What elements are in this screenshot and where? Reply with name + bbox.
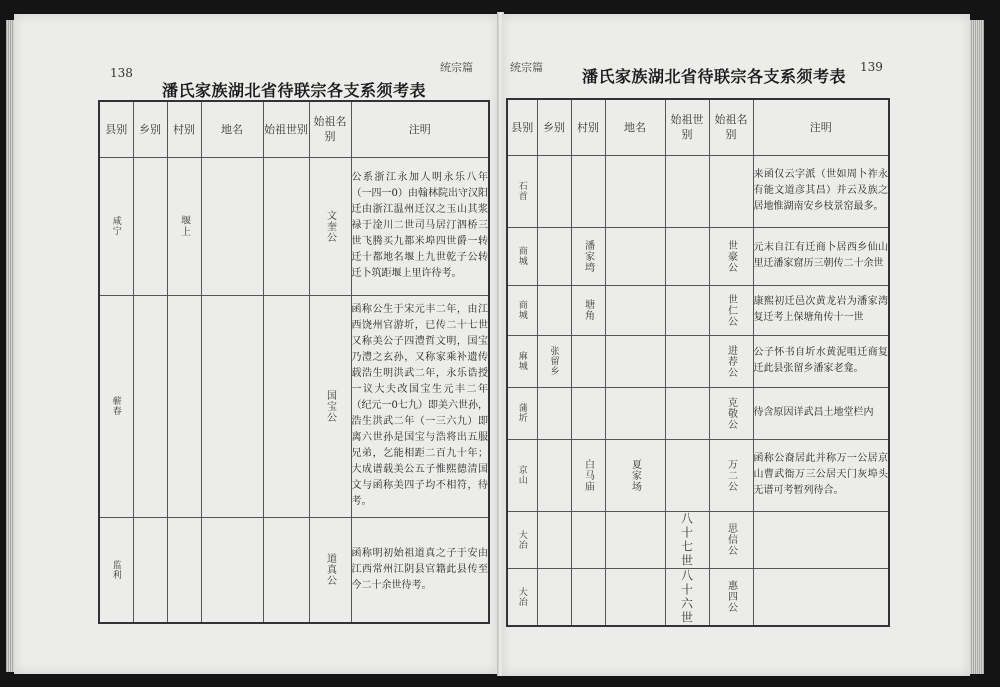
left-section-label: 统宗篇: [440, 61, 473, 74]
header-township: 乡别: [133, 101, 167, 157]
note-cell: [753, 568, 889, 626]
township-cell: 张留乡: [548, 346, 559, 376]
generation-cell: 八十六世: [679, 568, 694, 625]
county-cell: 监利: [110, 559, 121, 580]
county-cell: 蕲春: [110, 396, 121, 416]
ancestor-cell: 惠四公: [725, 580, 737, 613]
header-village: 村别: [571, 99, 605, 155]
county-cell: 商城: [516, 246, 527, 266]
note-cell: 待含原因详武昌土地堂栏内: [753, 387, 889, 439]
table-row: [507, 155, 889, 227]
village-cell: 堰上: [178, 215, 190, 237]
header-county: 县别: [99, 101, 133, 157]
ancestor-cell: 文奎公: [324, 209, 336, 243]
header-generation: 始祖世别: [665, 99, 709, 155]
page-edge-right: [968, 20, 984, 674]
header-place: 地名: [201, 101, 263, 157]
table-row: [507, 285, 889, 335]
table-row: [507, 227, 889, 285]
header-ancestor: 始祖名别: [709, 99, 753, 155]
note-cell: 函称明初始祖道真之子于安由江西常州江阴县官籍此县传至今二十余世待考。: [351, 517, 489, 623]
note-cell: [753, 511, 889, 568]
right-genealogy-table: [506, 98, 890, 627]
header-ancestor: 始祖名别: [309, 101, 351, 157]
ancestor-cell: 世仁公: [725, 293, 737, 327]
county-cell: 蒲圻: [516, 403, 527, 423]
ancestor-cell: 思信公: [725, 523, 737, 556]
ancestor-cell: 道真公: [324, 553, 336, 587]
header-township: 乡别: [537, 99, 571, 155]
ancestor-cell: 万二公: [725, 458, 737, 492]
county-cell: 石首: [516, 181, 527, 201]
ancestor-cell: 世豪公: [725, 239, 737, 273]
county-cell: 大冶: [516, 529, 527, 550]
header-county: 县别: [507, 99, 537, 155]
left-page: [14, 14, 498, 674]
county-cell: 京山: [516, 465, 527, 485]
table-row: [507, 439, 889, 511]
header-place: 地名: [605, 99, 665, 155]
note-cell: 函称公生于宋元丰二年，由江西饶州官游圻，已传二十七世又称美公子四澧哲文明，国宝乃澧之玄孙，又称家乘补遗传 载浩生明洪武二年，永乐诰授一议大夫改国宝生元丰二年（纪元一0七九）即美六世孙，浩生洪武二年（一三六九）即离六世孙是国宝与浩将出五服兄弟，乞能相距二百九十年；大成谱载美公五子惟熙德清国文与函称美四子均不相符，待考。: [351, 295, 489, 517]
right-page: [502, 14, 970, 676]
table-row: [99, 517, 489, 623]
note-cell: 函称公裔居此并称万一公居京山曹武衙万三公居天门灰埠头无谱可考暂列待合。: [753, 439, 889, 511]
county-cell: 大冶: [516, 586, 527, 607]
note-cell: 来函仅云字派（世如周卜祚永有能文道彦其昌）并云及族之居地惟湖南安乡枝景窑最多。: [753, 155, 889, 227]
county-cell: 麻城: [516, 351, 527, 371]
note-cell: 公子怀书自圻水黄泥咀迁商复迁此县张留乡潘家老龛。: [753, 335, 889, 387]
ancestor-cell: 国宝公: [324, 389, 336, 423]
left-page-number: 138: [110, 66, 133, 80]
left-genealogy-table: [98, 100, 490, 624]
table-row: [507, 568, 889, 626]
table-row: [507, 335, 889, 387]
right-page-number: 139: [860, 60, 883, 74]
left-header-row: [99, 101, 489, 157]
county-cell: 商城: [516, 300, 527, 320]
note-cell: 元末自江有迁商卜居西乡仙山里迁潘家窟历三朝传二十余世: [753, 227, 889, 285]
note-cell: 公系浙江永加人明永乐八年（一四一0）由翰林院出守汉阳迁由浙江温州迁汉之玉山其浆禄于淦川二世司马居汀泗桥三世飞腾买九都米埠四世爵一转迁十都地名堰上九世乾子公转迁卜筑距堰上里许待考。: [351, 157, 489, 295]
header-village: 村别: [167, 101, 201, 157]
village-cell: 塘角: [582, 299, 594, 321]
place-cell: 夏家场: [629, 458, 641, 492]
right-section-label: 统宗篇: [510, 61, 543, 74]
table-row: [99, 295, 489, 517]
table-row: [507, 387, 889, 439]
header-note: 注明: [351, 101, 489, 157]
right-page-title: 潘氏家族湖北省待联宗各支系须考表: [582, 67, 847, 86]
header-note: 注明: [753, 99, 889, 155]
note-cell: 康熙初迁邑次黄龙岩为潘家湾复迁考上保塘角传十一世: [753, 285, 889, 335]
table-row: [99, 157, 489, 295]
ancestor-cell: 克敬公: [725, 396, 737, 430]
village-cell: 白马庙: [582, 458, 594, 492]
county-cell: 咸宁: [110, 216, 121, 236]
header-generation: 始祖世别: [263, 101, 309, 157]
generation-cell: 八十七世: [679, 511, 694, 568]
village-cell: 潘家塆: [582, 239, 594, 273]
left-page-title: 潘氏家族湖北省待联宗各支系须考表: [162, 81, 427, 100]
right-header-row: [507, 99, 889, 155]
ancestor-cell: 进荐公: [725, 344, 737, 378]
table-row: [507, 511, 889, 568]
